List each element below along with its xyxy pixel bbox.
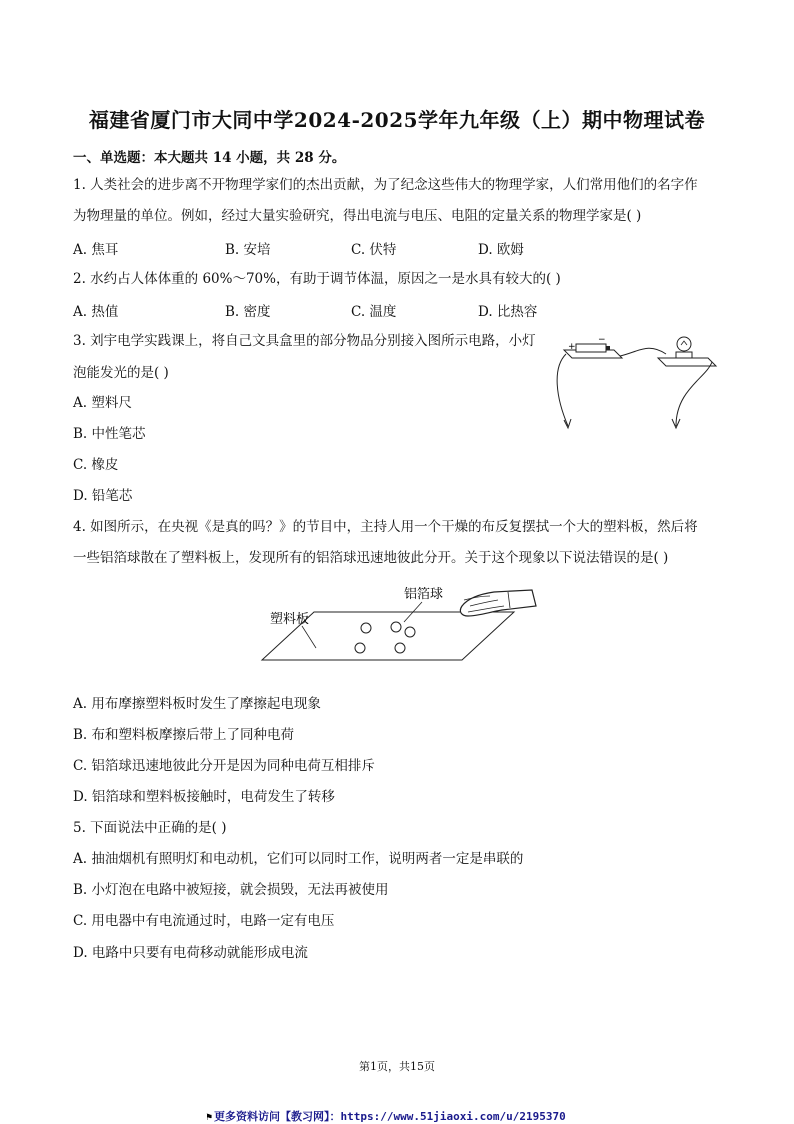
q5-stem: 5. 下面说法中正确的是( ) [73, 820, 227, 836]
q1-option-b[interactable]: B. 安培 [225, 242, 271, 258]
q2-option-c[interactable]: C. 温度 [351, 304, 397, 320]
q4-option-a[interactable]: A. 用布摩擦塑料板时发生了摩擦起电现象 [73, 696, 321, 712]
q2-option-b[interactable]: B. 密度 [225, 304, 271, 320]
q3-option-a[interactable]: A. 塑料尺 [73, 395, 132, 411]
q5-option-a[interactable]: A. 抽油烟机有照明灯和电动机，它们可以同时工作，说明两者一定是串联的 [73, 851, 524, 867]
q4-option-c[interactable]: C. 铝箔球迅速地彼此分开是因为同种电荷互相排斥 [73, 758, 375, 774]
q4-stem-line2: 一些铝箔球散在了塑料板上，发现所有的铝箔球迅速地彼此分开。关于这个现象以下说法错误的是( ) [73, 550, 669, 566]
q1-option-c[interactable]: C. 伏特 [351, 242, 397, 258]
wire-left [557, 354, 568, 426]
q2-option-d[interactable]: D. 比热容 [478, 304, 538, 320]
page-title: 福建省厦门市大同中学2024-2025学年九年级（上）期中物理试卷 [88, 108, 706, 132]
q2-option-a[interactable]: A. 热值 [73, 304, 119, 320]
q4-option-d[interactable]: D. 铝箔球和塑料板接触时，电荷发生了转移 [73, 789, 335, 805]
q1-option-d[interactable]: D. 欧姆 [478, 242, 524, 258]
battery-terminal [606, 346, 610, 350]
q1-stem-line2: 为物理量的单位。例如，经过大量实验研究，得出电流与电压、电阻的定量关系的物理学家是( ) [73, 208, 642, 224]
q4-option-b[interactable]: B. 布和塑料板摩擦后带上了同种电荷 [73, 727, 295, 743]
battery-minus-label: − [598, 335, 606, 345]
circuit-figure [548, 328, 724, 432]
page-number: 第1页，共15页 [359, 1060, 435, 1073]
foil-ball [405, 627, 415, 637]
footer-link[interactable] [206, 1108, 566, 1124]
q3-stem-line2: 泡能发光的是( ) [73, 365, 169, 381]
foil-ball [395, 643, 405, 653]
foil-ball [361, 623, 371, 633]
q1-stem-line1: 1. 人类社会的进步离不开物理学家们的杰出贡献，为了纪念这些伟大的物理学家，人们常用他们的名字作 [73, 177, 698, 193]
board-label: 塑料板 [270, 612, 310, 627]
battery-icon [576, 344, 606, 352]
q3-option-c[interactable]: C. 橡皮 [73, 457, 119, 473]
bulb-icon [677, 337, 691, 351]
battery-plus-label: + [568, 342, 576, 352]
q5-option-b[interactable]: B. 小灯泡在电路中被短接，就会损毁，无法再被使用 [73, 882, 389, 898]
q4-stem-line1: 4. 如图所示，在央视《是真的吗？》的节目中，主持人用一个干燥的布反复摆拭一个大的塑料板，然后将 [73, 519, 698, 535]
section-heading: 一、单选题：本大题共 14 小题，共 28 分。 [73, 150, 346, 166]
flag-icon: ⚑ [206, 1112, 213, 1123]
q3-option-d[interactable]: D. 铅笔芯 [73, 488, 133, 504]
wire-left-arrow-icon [564, 419, 571, 428]
wire-right [676, 362, 712, 426]
bulb-board [658, 358, 716, 366]
foil-ball [391, 622, 401, 632]
bulb-holder [676, 352, 692, 358]
footer-link-text[interactable]: 更多资料访问【教习网】：https://www.51jiaoxi.com/u/2195370 [214, 1110, 566, 1123]
q3-option-b[interactable]: B. 中性笔芯 [73, 426, 146, 442]
ball-label: 铝箔球 [404, 587, 444, 602]
q3-stem-line1: 3. 刘宇电学实践课上，将自己文具盒里的部分物品分别接入图所示电路，小灯 [73, 333, 536, 349]
foil-ball [355, 643, 365, 653]
plastic-board-figure [258, 576, 540, 666]
q2-stem: 2. 水约占人体体重的 60%～70%，有助于调节体温，原因之一是水具有较大的( ) [73, 271, 561, 287]
q5-option-d[interactable]: D. 电路中只要有电荷移动就能形成电流 [73, 945, 308, 961]
q5-option-c[interactable]: C. 用电器中有电流通过时，电路一定有电压 [73, 913, 335, 929]
q1-option-a[interactable]: A. 焦耳 [73, 242, 119, 258]
wire-top [620, 348, 666, 356]
